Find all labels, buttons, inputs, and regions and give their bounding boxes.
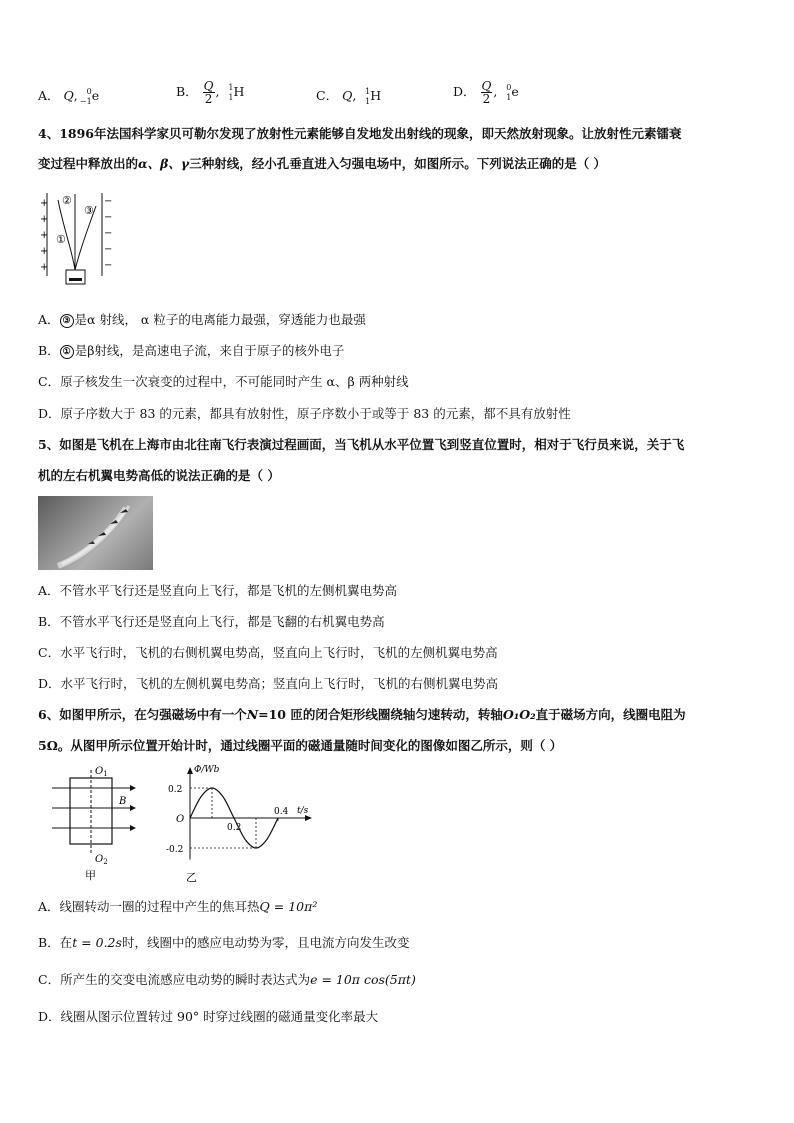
q4-stem-line2-post: 三种射线，经小孔垂直进入匀强电场中，如图所示。下列说法正确的是（ ）: [189, 156, 607, 171]
q6-option-a-text: A．线圈转动一圈的过程中产生的焦耳热: [38, 899, 260, 914]
ray-label-1: ①: [56, 233, 66, 246]
q3-option-d-fraction: [481, 80, 493, 105]
figure-caption-jia: 甲: [85, 869, 96, 882]
q3-option-c-symbol: H: [370, 88, 382, 103]
y-tick-label-neg: -0.2: [166, 845, 184, 855]
origin-label: O: [176, 814, 185, 825]
magnetic-field-label: B: [119, 796, 127, 807]
q3-option-d: D． $\frac{Q}{2}$ , 0 1 e: [453, 79, 519, 106]
nuclide-mass: 1: [365, 86, 371, 96]
airshow-photo: [38, 496, 153, 570]
q3-option-d-label: D．: [453, 84, 476, 99]
radium-sample: [69, 278, 82, 281]
q6-stem-line2: 5Ω。从图甲所示位置开始计时，通过线圈平面的磁通量随时间变化的图像如图乙所示，则（ ）: [38, 738, 563, 753]
axis-label-o1: $O_1$: [95, 766, 108, 778]
x-tick-label-04: 0.4: [274, 807, 289, 817]
q6-option-a: [38, 898, 317, 916]
q6-option-a-formula: Q = 10π²: [259, 899, 318, 914]
nuclide-mass: 0: [86, 86, 92, 96]
q4-option-b-ray-number: ①: [60, 345, 74, 359]
q4-option-c: C．原子核发生一次衰变的过程中，不可能同时产生 α、β 两种射线: [38, 374, 409, 389]
minus-sign: −: [104, 244, 113, 255]
y-axis-arrow: [187, 767, 193, 774]
nuclide-charge: −1: [79, 96, 92, 106]
q6-figure-yi-chart: [166, 762, 309, 886]
x-tick-label-02: 0.2: [227, 823, 242, 833]
minus-sign: −: [104, 196, 113, 207]
q6-stem-line1-mid: =10 匝的闭合矩形线圈绕轴匀速转动，转轴: [258, 707, 503, 722]
q3-option-b-label: B．: [176, 84, 198, 99]
q4-stem-line2: [38, 155, 606, 173]
q3-option-b: B． $\frac{Q}{2}$ , 1 1 H: [176, 79, 245, 106]
q3-option-b-nuclide: [223, 84, 233, 102]
fraction-numerator: Q: [203, 79, 214, 93]
ray-label-3: ③: [84, 204, 94, 217]
q6-stem-line1-post: 直于磁场方向，线圈电阻为: [535, 707, 686, 722]
q5-option-b: B．不管水平飞行还是竖直向上飞行，都是飞翻的右机翼电势高: [38, 614, 385, 629]
y-tick-label-pos: 0.2: [168, 785, 183, 795]
q5-stem-line1: 5、如图是飞机在上海市由北往南飞行表演过程画面，当飞机从水平位置飞到竖直位置时，相对于飞行员来说，关于飞: [38, 437, 685, 452]
x-axis-label: t/s: [297, 806, 309, 816]
nuclide-mass: 1: [228, 82, 234, 92]
q5-option-a: A．不管水平飞行还是竖直向上飞行，都是飞机的左侧机翼电势高: [38, 583, 398, 598]
q3-option-c-nuclide: [360, 88, 370, 106]
nuclide-charge: 1: [365, 96, 371, 106]
q6-stem-line1-pre: 6、如图甲所示，在匀强磁场中有一个: [38, 707, 247, 722]
q4-stem-line1: 4、1896年法国科学家贝可勒尔发现了放射性元素能够自发地发出射线的现象，即天然放射现象。让放射性元素镭衰: [38, 126, 682, 141]
axis-label-o2: $O_2$: [95, 854, 108, 866]
q5-option-d: D．水平飞行时，飞机的左侧机翼电势高；竖直向上飞行时，飞机的右侧机翼电势高: [38, 676, 499, 691]
ray-label-2: ②: [62, 194, 72, 207]
q5-option-c: C．水平飞行时，飞机的右侧机翼电势高，竖直向上飞行时，飞机的左侧机翼电势高: [38, 645, 498, 660]
q6-option-b: [38, 934, 409, 952]
minus-sign: −: [104, 260, 113, 271]
plus-sign: +: [40, 214, 49, 225]
q6-stem-line1: [38, 706, 686, 724]
q6-option-b-formula: t = 0.2s: [72, 935, 122, 950]
q3-option-d-symbol: e: [511, 84, 519, 99]
q3-option-a-nuclide: [79, 86, 92, 106]
q6-option-c: [38, 971, 416, 989]
q6-stem-axis: O₁O₂: [502, 707, 536, 722]
q3-option-a-q: Q: [63, 88, 74, 103]
plus-sign: +: [40, 198, 49, 209]
q5-stem-line2: 机的左右机翼电势高低的说法正确的是（ ）: [38, 468, 280, 483]
plus-sign: +: [40, 246, 49, 257]
minus-sign: −: [104, 228, 113, 239]
nuclide-charge: 1: [228, 92, 234, 102]
q4-option-b-text: 是β射线，是高速电子流，来自于原子的核外电子: [74, 343, 345, 358]
q4-option-b-label: B．: [38, 343, 60, 358]
q6-option-c-formula: e = 10π cos(5πt): [310, 972, 416, 987]
q6-option-d: D．线圈从图示位置转过 90° 时穿过线圈的磁通量变化率最大: [38, 1009, 379, 1024]
nuclide-mass: 0: [506, 82, 512, 92]
radium-source-box: [66, 270, 85, 284]
q3-option-a: A． Q, 0 −1 e: [38, 86, 100, 106]
q6-stem-turns-symbol: N: [246, 707, 259, 722]
y-axis-label: Φ/Wb: [194, 765, 220, 775]
q4-stem-rays: α、β、γ: [138, 156, 190, 171]
chart-plot-area: [166, 765, 312, 860]
q6-option-b-post: 时，线圈中的感应电动势为零，且电流方向发生改变: [121, 935, 410, 950]
q3-option-c-label: C．: [316, 88, 339, 103]
q4-option-a-label: A．: [38, 312, 60, 327]
q4-stem-line2-pre: 变过程中释放出的: [38, 156, 139, 171]
q6-option-c-text: C．所产生的交变电流感应电动势的瞬时表达式为: [38, 972, 311, 987]
nuclide-charge: 1: [506, 92, 512, 102]
q3-option-d-nuclide: [501, 84, 511, 102]
fraction-numerator: Q: [481, 79, 492, 93]
q4-option-a: [38, 311, 366, 329]
q6-option-b-pre: B．在: [38, 935, 73, 950]
q4-figure-electric-field: [38, 190, 112, 288]
figure-caption-yi: 乙: [186, 871, 197, 884]
plus-sign: +: [40, 262, 49, 273]
minus-sign: −: [104, 212, 113, 223]
q4-option-a-ray-number: ③: [60, 314, 74, 328]
q3-option-c-q: Q: [342, 88, 353, 103]
fraction-denominator: 2: [482, 92, 491, 106]
plus-sign: +: [40, 230, 49, 241]
q3-option-b-fraction: [203, 80, 215, 105]
q4-option-d: D．原子序数大于 83 的元素，都具有放射性，原子序数小于或等于 83 的元素，都不具有放射性: [38, 406, 571, 421]
airshow-photo-content: [38, 496, 153, 570]
q6-figure-jia-coil: [52, 762, 142, 884]
q3-option-a-symbol: e: [91, 88, 100, 103]
q4-option-b: [38, 342, 344, 360]
fraction-denominator: 2: [204, 92, 213, 106]
q3-option-c: C． Q, 1 1 H: [316, 86, 382, 106]
q4-option-a-text: 是α 射线， α 粒子的电离能力最强，穿透能力也最强: [74, 312, 366, 327]
q3-option-a-label: A．: [38, 88, 60, 103]
q3-option-b-symbol: H: [233, 84, 245, 99]
smoke-trail: [58, 508, 126, 566]
